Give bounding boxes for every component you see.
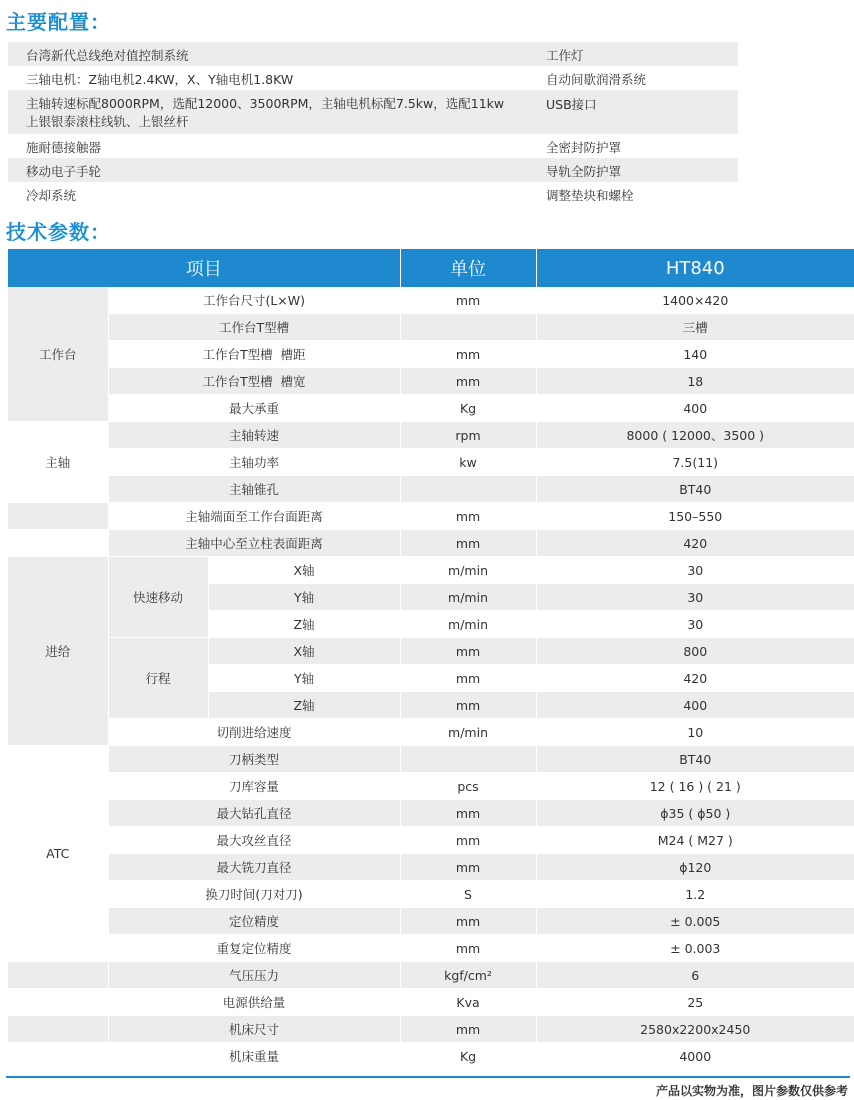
spec-value: 420 (536, 530, 854, 557)
config-left: 施耐德接触器 (26, 140, 102, 155)
spec-value: ϕ35 ( ϕ50 ) (536, 800, 854, 827)
spec-unit: mm (400, 638, 536, 665)
group-empty (8, 1016, 108, 1043)
spec-unit: Kg (400, 1043, 536, 1070)
spec-unit (400, 476, 536, 503)
spec-table (8, 249, 854, 1070)
spec-row (8, 908, 854, 935)
group-empty (8, 989, 108, 1016)
spec-item: 工作台T型槽 槽宽 (108, 368, 400, 395)
spec-value: 6 (536, 962, 854, 989)
group-workbench: 工作台 (8, 287, 108, 422)
spec-value: 140 (536, 341, 854, 368)
group-feed: 进给 (8, 557, 108, 746)
group-spindle: 主轴 (8, 422, 108, 503)
spec-item: 最大攻丝直径 (108, 827, 400, 854)
spec-row (8, 503, 854, 530)
group-empty (8, 503, 108, 530)
spec-item: 机床重量 (108, 1043, 400, 1070)
config-left-line: 主轴转速标配8000RPM，选配12000、3500RPM，主轴电机标配7.5kw，选配11kw (26, 96, 505, 111)
spec-item: 主轴功率 (108, 449, 400, 476)
config-left: 三轴电机：Z轴电机2.4KW，X、Y轴电机1.8KW (26, 72, 294, 87)
config-section-title: 主要配置： (6, 10, 111, 34)
spec-value: 30 (536, 584, 854, 611)
spec-value: M24 ( M27 ) (536, 827, 854, 854)
spec-unit: rpm (400, 422, 536, 449)
spec-value: 30 (536, 557, 854, 584)
spec-row (8, 800, 854, 827)
group-atc: ATC (8, 746, 108, 962)
config-right: 调整垫块和螺栓 (546, 188, 634, 203)
config-right: 工作灯 (536, 42, 738, 66)
spec-item: Y轴 (208, 665, 400, 692)
spec-value: 25 (536, 989, 854, 1016)
config-row (8, 42, 738, 66)
subgroup-travel: 行程 (108, 638, 208, 719)
spec-value: 1400×420 (536, 287, 854, 314)
spec-row (8, 881, 854, 908)
spec-unit: mm (400, 854, 536, 881)
spec-row (8, 395, 854, 422)
config-table (8, 42, 738, 206)
subgroup-rapid: 快速移动 (108, 557, 208, 638)
spec-unit: mm (400, 800, 536, 827)
spec-unit: mm (400, 827, 536, 854)
config-left-line: 上银银泰滚柱线轨、上银丝杆 (26, 114, 189, 129)
spec-unit: mm (400, 530, 536, 557)
config-row (8, 182, 738, 206)
config-right: USB接口 (536, 90, 738, 134)
spec-item: 主轴端面至工作台面距离 (108, 503, 400, 530)
spec-item: 定位精度 (108, 908, 400, 935)
spec-item: 工作台T型槽 (108, 314, 400, 341)
config-right: 全密封防护罩 (546, 140, 622, 155)
spec-row (8, 719, 854, 746)
spec-unit: mm (400, 908, 536, 935)
config-row (8, 158, 738, 182)
group-empty (8, 962, 108, 989)
spec-value: 4000 (536, 1043, 854, 1070)
spec-value: 2580x2200x2450 (536, 1016, 854, 1043)
spec-unit: mm (400, 341, 536, 368)
header-unit: 单位 (400, 249, 536, 287)
spec-value: 12 ( 16 ) ( 21 ) (536, 773, 854, 800)
spec-value: BT40 (536, 476, 854, 503)
config-left: 移动电子手轮 (8, 158, 536, 182)
spec-value: 18 (536, 368, 854, 395)
spec-row (8, 773, 854, 800)
config-row (8, 134, 738, 158)
spec-item: Z轴 (208, 692, 400, 719)
spec-item: 最大承重 (108, 395, 400, 422)
spec-item: Y轴 (208, 584, 400, 611)
spec-row (8, 827, 854, 854)
spec-unit (400, 314, 536, 341)
group-empty (8, 1043, 108, 1070)
spec-item: X轴 (208, 557, 400, 584)
spec-item: 刀库容量 (108, 773, 400, 800)
spec-unit: m/min (400, 584, 536, 611)
spec-unit: pcs (400, 773, 536, 800)
spec-unit: mm (400, 692, 536, 719)
spec-unit: m/min (400, 611, 536, 638)
spec-value: 400 (536, 692, 854, 719)
spec-unit: mm (400, 935, 536, 962)
spec-section-title: 技术参数： (6, 220, 111, 244)
spec-item: 工作台T型槽 槽距 (108, 341, 400, 368)
config-row (8, 66, 738, 90)
spec-row (8, 476, 854, 503)
spec-value: 8000 ( 12000、3500 ) (536, 422, 854, 449)
spec-unit: mm (400, 503, 536, 530)
spec-row (8, 530, 854, 557)
footnote: 产品以实物为准，图片参数仅供参考 (655, 1084, 848, 1098)
spec-value: 1.2 (536, 881, 854, 908)
spec-row (8, 989, 854, 1016)
spec-item: 切削进给速度 (108, 719, 400, 746)
spec-value: 30 (536, 611, 854, 638)
spec-unit: m/min (400, 719, 536, 746)
spec-item: 主轴中心至立柱表面距离 (108, 530, 400, 557)
spec-row (8, 557, 854, 584)
spec-value: 10 (536, 719, 854, 746)
spec-unit: kgf/cm² (400, 962, 536, 989)
spec-row (8, 314, 854, 341)
config-right: 自动间歇润滑系统 (546, 72, 647, 87)
spec-value: 7.5(11) (536, 449, 854, 476)
spec-unit: kw (400, 449, 536, 476)
spec-item: 气压压力 (108, 962, 400, 989)
spec-unit: mm (400, 368, 536, 395)
spec-item: 重复定位精度 (108, 935, 400, 962)
spec-row (8, 962, 854, 989)
header-model: HT840 (536, 249, 854, 287)
bottom-divider (6, 1076, 850, 1078)
spec-value: 三槽 (536, 314, 854, 341)
spec-unit: Kg (400, 395, 536, 422)
spec-unit: Kva (400, 989, 536, 1016)
spec-item: 工作台尺寸(L×W) (108, 287, 400, 314)
spec-value: 420 (536, 665, 854, 692)
spec-item: 主轴转速 (108, 422, 400, 449)
spec-row (8, 638, 854, 665)
spec-value: 400 (536, 395, 854, 422)
config-left: 台湾新代总线绝对值控制系统 (8, 42, 536, 66)
spec-item: 刀柄类型 (108, 746, 400, 773)
spec-row (8, 341, 854, 368)
spec-item: 换刀时间(刀对刀) (108, 881, 400, 908)
spec-row (8, 1016, 854, 1043)
spec-unit: mm (400, 1016, 536, 1043)
spec-row (8, 935, 854, 962)
spec-row (8, 1043, 854, 1070)
spec-value: 150–550 (536, 503, 854, 530)
spec-row (8, 368, 854, 395)
spec-unit: mm (400, 665, 536, 692)
spec-row (8, 449, 854, 476)
spec-value: ϕ120 (536, 854, 854, 881)
spec-item: Z轴 (208, 611, 400, 638)
spec-header-row (8, 249, 854, 287)
spec-value: ± 0.005 (536, 908, 854, 935)
spec-item: 电源供给量 (108, 989, 400, 1016)
spec-value: BT40 (536, 746, 854, 773)
spec-item: 机床尺寸 (108, 1016, 400, 1043)
spec-unit: mm (400, 287, 536, 314)
config-left (8, 90, 536, 134)
spec-item: 最大铣刀直径 (108, 854, 400, 881)
spec-item: 主轴锥孔 (108, 476, 400, 503)
config-right: 导轨全防护罩 (536, 158, 738, 182)
header-item: 项目 (8, 249, 400, 287)
spec-unit (400, 746, 536, 773)
spec-value: ± 0.003 (536, 935, 854, 962)
spec-row (8, 422, 854, 449)
spec-item: 最大钻孔直径 (108, 800, 400, 827)
spec-row (8, 746, 854, 773)
spec-unit: m/min (400, 557, 536, 584)
config-row (8, 90, 738, 134)
spec-value: 800 (536, 638, 854, 665)
config-left: 冷却系统 (26, 188, 77, 203)
spec-item: X轴 (208, 638, 400, 665)
spec-row (8, 854, 854, 881)
spec-unit: S (400, 881, 536, 908)
spec-row (8, 287, 854, 314)
group-empty (8, 530, 108, 557)
